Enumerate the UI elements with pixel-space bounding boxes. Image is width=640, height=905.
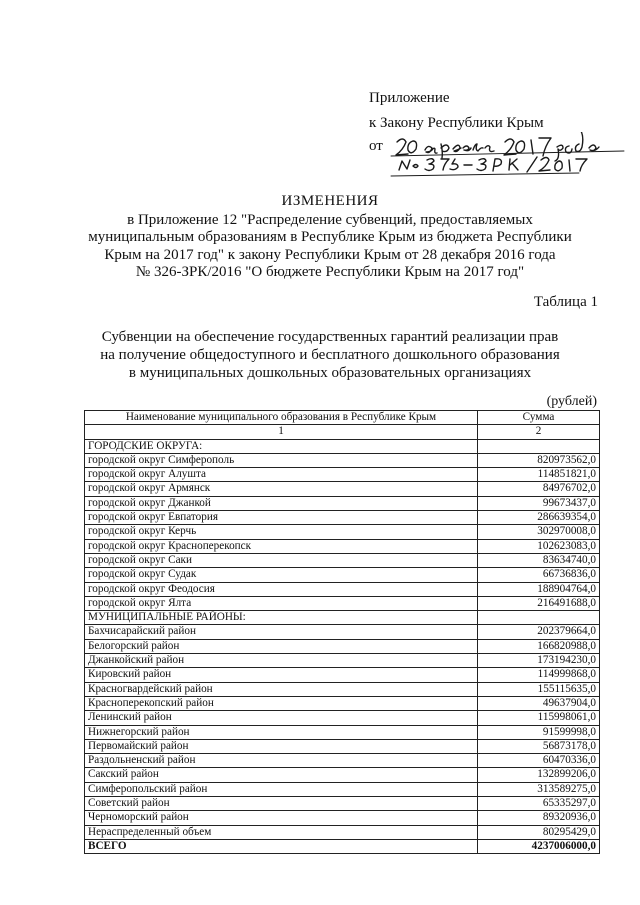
table-row xyxy=(85,511,600,525)
municipality-name: городской округ Саки xyxy=(85,553,478,567)
subvention-sum: 80295429,0 xyxy=(478,825,600,839)
subvention-sum: 102623083,0 xyxy=(478,539,600,553)
municipality-name: городской округ Джанкой xyxy=(85,496,478,510)
subvention-sum: 91599998,0 xyxy=(478,725,600,739)
table-row xyxy=(85,482,600,496)
table-row xyxy=(85,625,600,639)
municipality-name: Советский район xyxy=(85,797,478,811)
subvention-sum: 60470336,0 xyxy=(478,754,600,768)
table-row xyxy=(85,496,600,510)
municipality-name: МУНИЦИПАЛЬНЫЕ РАЙОНЫ: xyxy=(85,611,478,625)
subvention-sum: 4237006000,0 xyxy=(478,839,600,853)
municipality-name: ВСЕГО xyxy=(85,839,478,853)
subvention-sum: 155115635,0 xyxy=(478,682,600,696)
subvention-sum: 66736836,0 xyxy=(478,568,600,582)
municipality-name: Сакский район xyxy=(85,768,478,782)
date-from-label: от xyxy=(369,138,383,154)
subvention-sum: 302970008,0 xyxy=(478,525,600,539)
table-body xyxy=(85,439,600,854)
municipality-name: Черноморский район xyxy=(85,811,478,825)
units-label: (рублей) xyxy=(546,394,597,409)
municipality-name: ГОРОДСКИЕ ОКРУГА: xyxy=(85,439,478,453)
table-row xyxy=(85,539,600,553)
header-sum: Сумма xyxy=(478,411,600,425)
caption-line-1: Субвенции на обеспечение государственных гарантий реализации прав xyxy=(101,329,559,345)
municipality-name: городской округ Красноперекопск xyxy=(85,539,478,553)
table-row xyxy=(85,754,600,768)
subvention-sum: 84976702,0 xyxy=(478,482,600,496)
handwritten-date-block xyxy=(369,132,639,182)
subvention-sum: 188904764,0 xyxy=(478,582,600,596)
subvention-sum: 313589275,0 xyxy=(478,782,600,796)
table-row xyxy=(85,568,600,582)
title-main: ИЗМЕНЕНИЯ xyxy=(281,193,379,209)
subvention-sum: 56873178,0 xyxy=(478,739,600,753)
municipality-name: городской округ Керчь xyxy=(85,525,478,539)
handwritten-date-signature xyxy=(369,132,639,182)
subvention-sum: 49637904,0 xyxy=(478,696,600,710)
document-title xyxy=(60,193,600,282)
subvention-sum: 65335297,0 xyxy=(478,797,600,811)
appendix-label: Приложение xyxy=(369,90,450,106)
table-total-row xyxy=(85,839,600,853)
municipality-name: городской округ Армянск xyxy=(85,482,478,496)
municipality-name: Симферопольский район xyxy=(85,782,478,796)
municipality-name: городской округ Алушта xyxy=(85,468,478,482)
caption-line-2: на получение общедоступного и бесплатного дошкольного образования xyxy=(100,347,560,363)
subvention-sum: 99673437,0 xyxy=(478,496,600,510)
index-col-1: 1 xyxy=(85,425,478,439)
index-col-2: 2 xyxy=(478,425,600,439)
title-line-2: муниципальным образованиям в Республике Крым из бюджета Республики xyxy=(88,229,572,245)
subvention-sum: 114851821,0 xyxy=(478,468,600,482)
table-row xyxy=(85,582,600,596)
subvention-sum: 202379664,0 xyxy=(478,625,600,639)
municipality-name: Бахчисарайский район xyxy=(85,625,478,639)
municipality-name: городской округ Симферополь xyxy=(85,453,478,467)
title-line-3: Крым на 2017 год" к закону Республики Крым от 28 декабря 2016 года xyxy=(104,246,556,263)
table-row xyxy=(85,468,600,482)
table-row xyxy=(85,596,600,610)
appendix-law-reference: к Закону Республики Крым xyxy=(369,115,544,131)
table-index-row xyxy=(85,425,600,439)
municipality-name: Нераспределенный объем xyxy=(85,825,478,839)
municipality-name: городской округ Феодосия xyxy=(85,582,478,596)
municipality-name: Нижнегорский район xyxy=(85,725,478,739)
table-row xyxy=(85,782,600,796)
municipality-name: городской округ Ялта xyxy=(85,596,478,610)
subvention-sum: 115998061,0 xyxy=(478,711,600,725)
table-section-row xyxy=(85,439,600,453)
municipality-name: Ленинский район xyxy=(85,711,478,725)
title-line-4: № 326-ЗРК/2016 "О бюджете Республики Крым на 2017 год" xyxy=(135,264,525,280)
subvention-sum: 89320936,0 xyxy=(478,811,600,825)
subvention-sum: 114999868,0 xyxy=(478,668,600,682)
header-name: Наименование муниципального образования в Республике Крым xyxy=(85,411,478,425)
table-row xyxy=(85,725,600,739)
table-row xyxy=(85,682,600,696)
subvention-sum: 132899206,0 xyxy=(478,768,600,782)
subvention-sum: 83634740,0 xyxy=(478,553,600,567)
subvention-sum: 166820988,0 xyxy=(478,639,600,653)
caption-line-3: в муниципальных дошкольных образовательных организациях xyxy=(128,365,532,381)
municipality-name: Кировский район xyxy=(85,668,478,682)
table-row xyxy=(85,739,600,753)
municipality-name: Первомайский район xyxy=(85,739,478,753)
subvention-sum: 286639354,0 xyxy=(478,511,600,525)
table-row xyxy=(85,711,600,725)
table-section-row xyxy=(85,611,600,625)
table-row xyxy=(85,825,600,839)
table-caption xyxy=(60,328,600,382)
municipality-name: Джанкойский район xyxy=(85,654,478,668)
subvention-sum: 820973562,0 xyxy=(478,453,600,467)
table-row xyxy=(85,639,600,653)
appendix-header xyxy=(369,88,544,134)
table-row xyxy=(85,696,600,710)
municipality-name: городской округ Судак xyxy=(85,568,478,582)
table-header-row xyxy=(85,411,600,425)
table-row xyxy=(85,768,600,782)
subventions-table xyxy=(84,410,600,854)
municipality-name: Раздольненский район xyxy=(85,754,478,768)
table-number: Таблица 1 xyxy=(533,294,598,310)
municipality-name: городской округ Евпатория xyxy=(85,511,478,525)
table-row xyxy=(85,453,600,467)
table-row xyxy=(85,797,600,811)
table-row xyxy=(85,654,600,668)
subvention-sum xyxy=(478,611,600,625)
subvention-sum: 173194230,0 xyxy=(478,654,600,668)
municipality-name: Красногвардейский район xyxy=(85,682,478,696)
subvention-sum xyxy=(478,439,600,453)
subvention-sum: 216491688,0 xyxy=(478,596,600,610)
table-row xyxy=(85,811,600,825)
municipality-name: Красноперекопский район xyxy=(85,696,478,710)
title-line-1: в Приложение 12 "Распределение субвенций, предоставляемых xyxy=(127,211,533,228)
table-row xyxy=(85,553,600,567)
municipality-name: Белогорский район xyxy=(85,639,478,653)
table-row xyxy=(85,525,600,539)
table-row xyxy=(85,668,600,682)
